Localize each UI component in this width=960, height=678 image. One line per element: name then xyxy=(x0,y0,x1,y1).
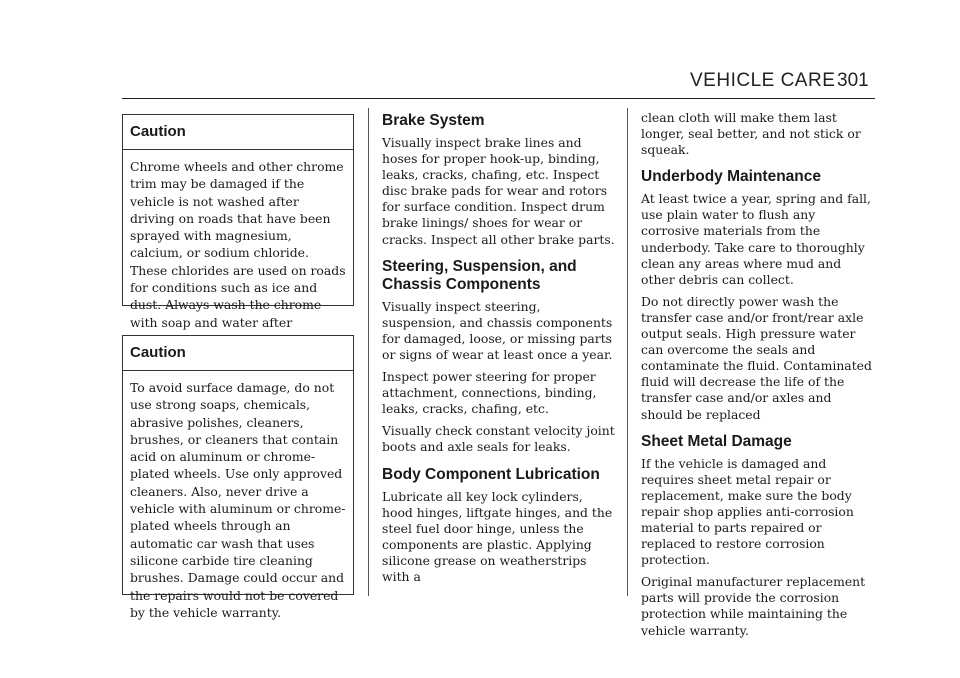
sheet-metal-paragraph-1: If the vehicle is damaged and requires sheet metal repair or replacement, make sure the body repair shop applies anti-corrosion material to parts repaired or replaced to restore corrosion protection. xyxy=(641,455,854,568)
underbody-paragraph-1: At least twice a year, spring and fall, use plain water to flush any corrosive materials from the underbody. Take care to thoroughly clean any areas where mud and other debris can collect. xyxy=(641,191,871,287)
heading-sheet-metal-damage: Sheet Metal Damage xyxy=(641,432,792,450)
header-rule xyxy=(122,98,875,99)
column-3 xyxy=(641,106,875,645)
caution-title: Caution xyxy=(123,336,353,371)
lubrication-paragraph: Lubricate all key lock cylinders, hood hinges, liftgate hinges, and the steel fuel door hinge, unless the components are plastic. Applying silicone grease on weatherstrips with a xyxy=(382,488,613,584)
caution-text: Chrome wheels and other chrome trim may be damaged if the vehicle is not washed after driving on roads that have been sprayed with magnesium, calcium, or sodium chloride. These chlorides are used on roads for conditions such as ice and dust. Always wash the chrome with soap and water after xyxy=(130,159,346,330)
caution-box-chrome xyxy=(122,114,354,330)
caution-text: To avoid surface damage, do not use strong soaps, chemicals, abrasive polishes, cleaners, brushes, or cleaners that contain acid on aluminum or chrome-plated wheels. Use only approved cleaners. Also, never drive a vehicle with aluminum or chrome-plated wheels through an automatic car wash that uses silicone carbide tire cleaning brushes. Damage could occur and the repairs would not be covered by the vehicle warranty. xyxy=(130,380,346,620)
heading-underbody-maintenance: Underbody Maintenance xyxy=(641,168,821,186)
continuation-paragraph: clean cloth will make them last longer, seal better, and not stick or squeak. xyxy=(641,110,861,158)
section-title: VEHICLE CARE xyxy=(690,70,836,91)
column-divider-2 xyxy=(627,108,628,596)
steering-paragraph-2: Inspect power steering for proper attachment, connections, binding, leaks, cracks, chafing, etc. xyxy=(382,369,597,417)
underbody-paragraph-2: Do not directly power wash the transfer case and/or front/rear axle output seals. High pressure water can overcome the seals and contaminate the fluid. Contaminated fluid will decrease the life of the transfer case and/or axles and should be replaced xyxy=(641,293,872,422)
page-number: 301 xyxy=(837,70,869,91)
column-divider-1 xyxy=(368,108,369,596)
brake-paragraph: Visually inspect brake lines and hoses for proper hook-up, binding, leaks, cracks, chafing, etc. Inspect disc brake pads for wear and rotors for surface condition. Inspect drum brake linings/ shoes for wear or cracks. Inspect all other brake parts. xyxy=(382,135,615,247)
column-2 xyxy=(382,106,615,591)
heading-brake-system: Brake System xyxy=(382,112,485,129)
sheet-metal-paragraph-2: Original manufacturer replacement parts will provide the corrosion protection while maintaining the vehicle warranty. xyxy=(641,574,866,638)
caution-box-surface-damage xyxy=(122,335,354,620)
steering-paragraph-3: Visually check constant velocity joint boots and axle seals for leaks. xyxy=(382,423,615,455)
caution-title: Caution xyxy=(123,115,353,150)
heading-steering-suspension: Steering, Suspension, and Chassis Components xyxy=(382,257,577,293)
heading-body-lubrication: Body Component Lubrication xyxy=(382,465,600,483)
steering-paragraph-1: Visually inspect steering, suspension, and chassis components for damaged, loose, or missing parts or signs of wear at least once a year. xyxy=(382,298,613,362)
